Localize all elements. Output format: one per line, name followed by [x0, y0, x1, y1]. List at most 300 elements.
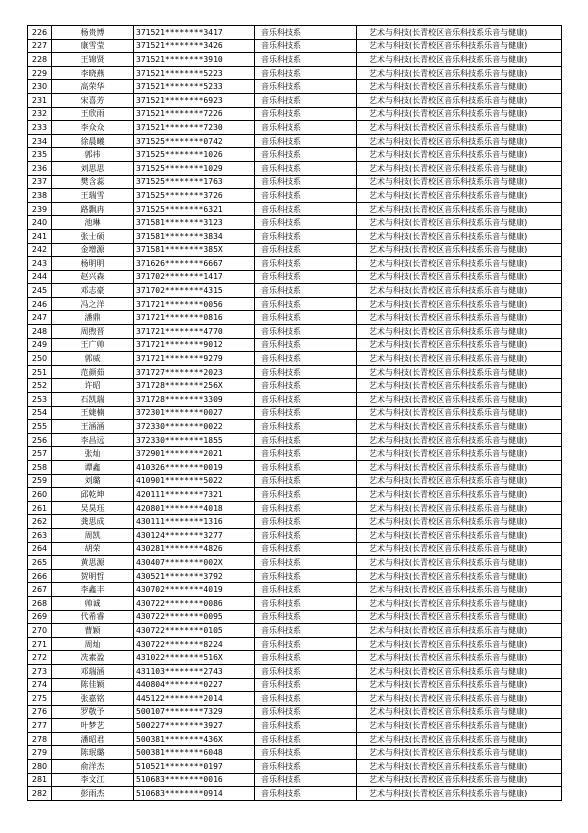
- program-direction-cell: 艺术与科技(长青校区音乐科技系乐音与健康): [357, 148, 562, 162]
- id-number-cell: 371728********3309: [134, 393, 255, 407]
- student-name-cell: 邓志豪: [52, 284, 134, 298]
- row-number-cell: 229: [28, 66, 52, 80]
- student-name-cell: 谭鑫: [52, 461, 134, 475]
- table-row: [28, 664, 562, 678]
- table-row: [28, 175, 562, 189]
- table-row: [28, 773, 562, 787]
- program-direction-cell: 艺术与科技(长青校区音乐科技系乐音与健康): [357, 121, 562, 135]
- id-number-cell: 371521********6923: [134, 93, 255, 107]
- department-cell: 音乐科技系: [255, 297, 357, 311]
- program-direction-cell: 艺术与科技(长青校区音乐科技系乐音与健康): [357, 311, 562, 325]
- student-name-cell: 李众众: [52, 121, 134, 135]
- student-name-cell: 冯之洋: [52, 297, 134, 311]
- student-name-cell: 周煦晋: [52, 325, 134, 339]
- row-number-cell: 235: [28, 148, 52, 162]
- student-name-cell: 彭雨杰: [52, 787, 134, 801]
- student-name-cell: 范颜茹: [52, 365, 134, 379]
- student-name-cell: 张嘉铭: [52, 692, 134, 706]
- id-number-cell: 510521********0197: [134, 760, 255, 774]
- row-number-cell: 254: [28, 406, 52, 420]
- row-number-cell: 277: [28, 719, 52, 733]
- student-name-cell: 李文江: [52, 773, 134, 787]
- row-number-cell: 244: [28, 270, 52, 284]
- row-number-cell: 255: [28, 420, 52, 434]
- program-direction-cell: 艺术与科技(长青校区音乐科技系乐音与健康): [357, 528, 562, 542]
- student-name-cell: 许昭: [52, 379, 134, 393]
- id-number-cell: 371521********3910: [134, 53, 255, 67]
- table-row: [28, 325, 562, 339]
- department-cell: 音乐科技系: [255, 338, 357, 352]
- program-direction-cell: 艺术与科技(长青校区音乐科技系乐音与健康): [357, 202, 562, 216]
- id-number-cell: 430702********4019: [134, 583, 255, 597]
- id-number-cell: 500381********6048: [134, 746, 255, 760]
- program-direction-cell: 艺术与科技(长青校区音乐科技系乐音与健康): [357, 53, 562, 67]
- id-number-cell: 430124********3277: [134, 528, 255, 542]
- table-row: [28, 705, 562, 719]
- student-name-cell: 路飘冉: [52, 202, 134, 216]
- row-number-cell: 269: [28, 610, 52, 624]
- student-name-cell: 潘鼎: [52, 311, 134, 325]
- table-row: [28, 787, 562, 801]
- id-number-cell: 420801********4018: [134, 501, 255, 515]
- program-direction-cell: 艺术与科技(长青校区音乐科技系乐音与健康): [357, 732, 562, 746]
- program-direction-cell: 艺术与科技(长青校区音乐科技系乐音与健康): [357, 501, 562, 515]
- id-number-cell: 430722********8224: [134, 637, 255, 651]
- program-direction-cell: 艺术与科技(长青校区音乐科技系乐音与健康): [357, 80, 562, 94]
- department-cell: 音乐科技系: [255, 148, 357, 162]
- table-row: [28, 488, 562, 502]
- student-name-cell: 郭祎: [52, 148, 134, 162]
- id-number-cell: 371581********3834: [134, 229, 255, 243]
- id-number-cell: 420111********7321: [134, 488, 255, 502]
- id-number-cell: 372330********0022: [134, 420, 255, 434]
- department-cell: 音乐科技系: [255, 107, 357, 121]
- id-number-cell: 371581********385X: [134, 243, 255, 257]
- department-cell: 音乐科技系: [255, 161, 357, 175]
- program-direction-cell: 艺术与科技(长青校区音乐科技系乐音与健康): [357, 26, 562, 40]
- row-number-cell: 272: [28, 651, 52, 665]
- id-number-cell: 371525********1763: [134, 175, 255, 189]
- table-row: [28, 474, 562, 488]
- program-direction-cell: 艺术与科技(长青校区音乐科技系乐音与健康): [357, 257, 562, 271]
- department-cell: 音乐科技系: [255, 270, 357, 284]
- department-cell: 音乐科技系: [255, 515, 357, 529]
- student-name-cell: 宋喜芳: [52, 93, 134, 107]
- program-direction-cell: 艺术与科技(长青校区音乐科技系乐音与健康): [357, 692, 562, 706]
- row-number-cell: 243: [28, 257, 52, 271]
- row-number-cell: 259: [28, 474, 52, 488]
- student-name-cell: 樊含蕊: [52, 175, 134, 189]
- id-number-cell: 371525********1026: [134, 148, 255, 162]
- department-cell: 音乐科技系: [255, 365, 357, 379]
- department-cell: 音乐科技系: [255, 53, 357, 67]
- student-name-cell: 龚思成: [52, 515, 134, 529]
- program-direction-cell: 艺术与科技(长青校区音乐科技系乐音与健康): [357, 243, 562, 257]
- student-name-cell: 黄思源: [52, 556, 134, 570]
- row-number-cell: 264: [28, 542, 52, 556]
- table-row: [28, 678, 562, 692]
- program-direction-cell: 艺术与科技(长青校区音乐科技系乐音与健康): [357, 175, 562, 189]
- department-cell: 音乐科技系: [255, 66, 357, 80]
- row-number-cell: 246: [28, 297, 52, 311]
- program-direction-cell: 艺术与科技(长青校区音乐科技系乐音与健康): [357, 678, 562, 692]
- row-number-cell: 237: [28, 175, 52, 189]
- table-row: [28, 528, 562, 542]
- program-direction-cell: 艺术与科技(长青校区音乐科技系乐音与健康): [357, 229, 562, 243]
- department-cell: 音乐科技系: [255, 325, 357, 339]
- row-number-cell: 276: [28, 705, 52, 719]
- student-name-cell: 郭威: [52, 352, 134, 366]
- department-cell: 音乐科技系: [255, 746, 357, 760]
- id-number-cell: 371525********3726: [134, 189, 255, 203]
- student-name-cell: 王锦贤: [52, 53, 134, 67]
- table-row: [28, 515, 562, 529]
- student-name-cell: 刘思思: [52, 161, 134, 175]
- id-number-cell: 371721********0816: [134, 311, 255, 325]
- row-number-cell: 239: [28, 202, 52, 216]
- department-cell: 音乐科技系: [255, 121, 357, 135]
- table-body: [28, 26, 562, 801]
- program-direction-cell: 艺术与科技(长青校区音乐科技系乐音与健康): [357, 338, 562, 352]
- id-number-cell: 371721********4770: [134, 325, 255, 339]
- program-direction-cell: 艺术与科技(长青校区音乐科技系乐音与健康): [357, 379, 562, 393]
- table-row: [28, 365, 562, 379]
- program-direction-cell: 艺术与科技(长青校区音乐科技系乐音与健康): [357, 474, 562, 488]
- program-direction-cell: 艺术与科技(长青校区音乐科技系乐音与健康): [357, 705, 562, 719]
- student-name-cell: 代希睿: [52, 610, 134, 624]
- student-name-cell: 吴昊珏: [52, 501, 134, 515]
- program-direction-cell: 艺术与科技(长青校区音乐科技系乐音与健康): [357, 651, 562, 665]
- row-number-cell: 236: [28, 161, 52, 175]
- id-number-cell: 430521********3792: [134, 569, 255, 583]
- row-number-cell: 234: [28, 134, 52, 148]
- student-name-cell: 王涵涵: [52, 420, 134, 434]
- program-direction-cell: 艺术与科技(长青校区音乐科技系乐音与健康): [357, 596, 562, 610]
- department-cell: 音乐科技系: [255, 569, 357, 583]
- id-number-cell: 371521********5233: [134, 80, 255, 94]
- department-cell: 音乐科技系: [255, 501, 357, 515]
- id-number-cell: 371521********3426: [134, 39, 255, 53]
- program-direction-cell: 艺术与科技(长青校区音乐科技系乐音与健康): [357, 365, 562, 379]
- department-cell: 音乐科技系: [255, 406, 357, 420]
- student-name-cell: 俞洋杰: [52, 760, 134, 774]
- program-direction-cell: 艺术与科技(长青校区音乐科技系乐音与健康): [357, 134, 562, 148]
- department-cell: 音乐科技系: [255, 379, 357, 393]
- department-cell: 音乐科技系: [255, 705, 357, 719]
- program-direction-cell: 艺术与科技(长青校区音乐科技系乐音与健康): [357, 583, 562, 597]
- table-row: [28, 93, 562, 107]
- table-row: [28, 556, 562, 570]
- row-number-cell: 247: [28, 311, 52, 325]
- department-cell: 音乐科技系: [255, 692, 357, 706]
- student-name-cell: 王欣雨: [52, 107, 134, 121]
- department-cell: 音乐科技系: [255, 352, 357, 366]
- id-number-cell: 371702********4315: [134, 284, 255, 298]
- program-direction-cell: 艺术与科技(长青校区音乐科技系乐音与健康): [357, 542, 562, 556]
- department-cell: 音乐科技系: [255, 461, 357, 475]
- program-direction-cell: 艺术与科技(长青校区音乐科技系乐音与健康): [357, 447, 562, 461]
- program-direction-cell: 艺术与科技(长青校区音乐科技系乐音与健康): [357, 107, 562, 121]
- student-name-cell: 张灿: [52, 447, 134, 461]
- program-direction-cell: 艺术与科技(长青校区音乐科技系乐音与健康): [357, 216, 562, 230]
- row-number-cell: 270: [28, 624, 52, 638]
- department-cell: 音乐科技系: [255, 202, 357, 216]
- student-name-cell: 曹颖: [52, 624, 134, 638]
- row-number-cell: 248: [28, 325, 52, 339]
- program-direction-cell: 艺术与科技(长青校区音乐科技系乐音与健康): [357, 461, 562, 475]
- department-cell: 音乐科技系: [255, 637, 357, 651]
- program-direction-cell: 艺术与科技(长青校区音乐科技系乐音与健康): [357, 488, 562, 502]
- row-number-cell: 275: [28, 692, 52, 706]
- program-direction-cell: 艺术与科技(长青校区音乐科技系乐音与健康): [357, 719, 562, 733]
- id-number-cell: 372301********0027: [134, 406, 255, 420]
- table-row: [28, 202, 562, 216]
- id-number-cell: 371525********6321: [134, 202, 255, 216]
- student-name-cell: 王广帅: [52, 338, 134, 352]
- id-number-cell: 371521********7226: [134, 107, 255, 121]
- table-row: [28, 393, 562, 407]
- table-row: [28, 596, 562, 610]
- admission-list-table: [27, 25, 562, 801]
- row-number-cell: 227: [28, 39, 52, 53]
- row-number-cell: 257: [28, 447, 52, 461]
- department-cell: 音乐科技系: [255, 229, 357, 243]
- department-cell: 音乐科技系: [255, 393, 357, 407]
- table-row: [28, 297, 562, 311]
- department-cell: 音乐科技系: [255, 678, 357, 692]
- program-direction-cell: 艺术与科技(长青校区音乐科技系乐音与健康): [357, 406, 562, 420]
- id-number-cell: 371721********9279: [134, 352, 255, 366]
- id-number-cell: 371525********1029: [134, 161, 255, 175]
- student-name-cell: 胡荣: [52, 542, 134, 556]
- department-cell: 音乐科技系: [255, 216, 357, 230]
- table-row: [28, 80, 562, 94]
- student-name-cell: 池琳: [52, 216, 134, 230]
- table-row: [28, 760, 562, 774]
- id-number-cell: 431103********2743: [134, 664, 255, 678]
- id-number-cell: 410901********5022: [134, 474, 255, 488]
- department-cell: 音乐科技系: [255, 311, 357, 325]
- table-row: [28, 610, 562, 624]
- student-name-cell: 高荣华: [52, 80, 134, 94]
- table-row: [28, 420, 562, 434]
- table-row: [28, 447, 562, 461]
- id-number-cell: 371727********2023: [134, 365, 255, 379]
- table-row: [28, 583, 562, 597]
- table-row: [28, 26, 562, 40]
- program-direction-cell: 艺术与科技(长青校区音乐科技系乐音与健康): [357, 569, 562, 583]
- department-cell: 音乐科技系: [255, 39, 357, 53]
- student-name-cell: 金增源: [52, 243, 134, 257]
- id-number-cell: 440804********0227: [134, 678, 255, 692]
- table-row: [28, 107, 562, 121]
- student-name-cell: 张士硕: [52, 229, 134, 243]
- program-direction-cell: 艺术与科技(长青校区音乐科技系乐音与健康): [357, 556, 562, 570]
- program-direction-cell: 艺术与科技(长青校区音乐科技系乐音与健康): [357, 760, 562, 774]
- department-cell: 音乐科技系: [255, 93, 357, 107]
- row-number-cell: 261: [28, 501, 52, 515]
- row-number-cell: 282: [28, 787, 52, 801]
- row-number-cell: 238: [28, 189, 52, 203]
- id-number-cell: 500381********436X: [134, 732, 255, 746]
- student-name-cell: 赵兴森: [52, 270, 134, 284]
- student-name-cell: 陈珉璐: [52, 746, 134, 760]
- program-direction-cell: 艺术与科技(长青校区音乐科技系乐音与健康): [357, 189, 562, 203]
- id-number-cell: 371721********9012: [134, 338, 255, 352]
- department-cell: 音乐科技系: [255, 732, 357, 746]
- program-direction-cell: 艺术与科技(长青校区音乐科技系乐音与健康): [357, 161, 562, 175]
- student-name-cell: 杨贵博: [52, 26, 134, 40]
- row-number-cell: 256: [28, 433, 52, 447]
- row-number-cell: 250: [28, 352, 52, 366]
- id-number-cell: 372901********2021: [134, 447, 255, 461]
- row-number-cell: 271: [28, 637, 52, 651]
- program-direction-cell: 艺术与科技(长青校区音乐科技系乐音与健康): [357, 393, 562, 407]
- id-number-cell: 410326********0019: [134, 461, 255, 475]
- id-number-cell: 371702********1417: [134, 270, 255, 284]
- id-number-cell: 371721********0056: [134, 297, 255, 311]
- id-number-cell: 431022********516X: [134, 651, 255, 665]
- row-number-cell: 228: [28, 53, 52, 67]
- table-row: [28, 746, 562, 760]
- row-number-cell: 241: [28, 229, 52, 243]
- table-row: [28, 270, 562, 284]
- row-number-cell: 266: [28, 569, 52, 583]
- student-name-cell: 贺明哲: [52, 569, 134, 583]
- row-number-cell: 267: [28, 583, 52, 597]
- row-number-cell: 249: [28, 338, 52, 352]
- student-name-cell: 周灿: [52, 637, 134, 651]
- department-cell: 音乐科技系: [255, 624, 357, 638]
- table-row: [28, 216, 562, 230]
- department-cell: 音乐科技系: [255, 257, 357, 271]
- id-number-cell: 371626********6667: [134, 257, 255, 271]
- program-direction-cell: 艺术与科技(长青校区音乐科技系乐音与健康): [357, 325, 562, 339]
- id-number-cell: 500107********7329: [134, 705, 255, 719]
- student-name-cell: 周凯: [52, 528, 134, 542]
- row-number-cell: 265: [28, 556, 52, 570]
- student-name-cell: 李昌远: [52, 433, 134, 447]
- program-direction-cell: 艺术与科技(长青校区音乐科技系乐音与健康): [357, 284, 562, 298]
- department-cell: 音乐科技系: [255, 760, 357, 774]
- department-cell: 音乐科技系: [255, 719, 357, 733]
- department-cell: 音乐科技系: [255, 773, 357, 787]
- row-number-cell: 258: [28, 461, 52, 475]
- row-number-cell: 231: [28, 93, 52, 107]
- row-number-cell: 242: [28, 243, 52, 257]
- table-row: [28, 569, 562, 583]
- program-direction-cell: 艺术与科技(长青校区音乐科技系乐音与健康): [357, 420, 562, 434]
- program-direction-cell: 艺术与科技(长青校区音乐科技系乐音与健康): [357, 746, 562, 760]
- table-row: [28, 542, 562, 556]
- row-number-cell: 251: [28, 365, 52, 379]
- student-name-cell: 石凯瑞: [52, 393, 134, 407]
- department-cell: 音乐科技系: [255, 651, 357, 665]
- id-number-cell: 510683********0914: [134, 787, 255, 801]
- student-name-cell: 罗敬予: [52, 705, 134, 719]
- row-number-cell: 281: [28, 773, 52, 787]
- program-direction-cell: 艺术与科技(长青校区音乐科技系乐音与健康): [357, 664, 562, 678]
- department-cell: 音乐科技系: [255, 787, 357, 801]
- program-direction-cell: 艺术与科技(长青校区音乐科技系乐音与健康): [357, 610, 562, 624]
- department-cell: 音乐科技系: [255, 664, 357, 678]
- row-number-cell: 279: [28, 746, 52, 760]
- department-cell: 音乐科技系: [255, 80, 357, 94]
- row-number-cell: 232: [28, 107, 52, 121]
- table-row: [28, 719, 562, 733]
- department-cell: 音乐科技系: [255, 596, 357, 610]
- student-name-cell: 帅诚: [52, 596, 134, 610]
- id-number-cell: 371521********3417: [134, 26, 255, 40]
- department-cell: 音乐科技系: [255, 433, 357, 447]
- student-name-cell: 王瑞雪: [52, 189, 134, 203]
- department-cell: 音乐科技系: [255, 175, 357, 189]
- table-row: [28, 311, 562, 325]
- department-cell: 音乐科技系: [255, 447, 357, 461]
- student-name-cell: 冼素盈: [52, 651, 134, 665]
- table-row: [28, 243, 562, 257]
- id-number-cell: 430722********0105: [134, 624, 255, 638]
- table-row: [28, 66, 562, 80]
- department-cell: 音乐科技系: [255, 189, 357, 203]
- row-number-cell: 273: [28, 664, 52, 678]
- table-row: [28, 284, 562, 298]
- department-cell: 音乐科技系: [255, 284, 357, 298]
- table-row: [28, 637, 562, 651]
- program-direction-cell: 艺术与科技(长青校区音乐科技系乐音与健康): [357, 637, 562, 651]
- student-name-cell: 邱乾坤: [52, 488, 134, 502]
- program-direction-cell: 艺术与科技(长青校区音乐科技系乐音与健康): [357, 66, 562, 80]
- program-direction-cell: 艺术与科技(长青校区音乐科技系乐音与健康): [357, 624, 562, 638]
- row-number-cell: 280: [28, 760, 52, 774]
- program-direction-cell: 艺术与科技(长青校区音乐科技系乐音与健康): [357, 433, 562, 447]
- id-number-cell: 372330********1855: [134, 433, 255, 447]
- program-direction-cell: 艺术与科技(长青校区音乐科技系乐音与健康): [357, 270, 562, 284]
- id-number-cell: 430407********002X: [134, 556, 255, 570]
- table-row: [28, 338, 562, 352]
- table-row: [28, 257, 562, 271]
- department-cell: 音乐科技系: [255, 474, 357, 488]
- id-number-cell: 371525********0742: [134, 134, 255, 148]
- table-row: [28, 189, 562, 203]
- program-direction-cell: 艺术与科技(长青校区音乐科技系乐音与健康): [357, 773, 562, 787]
- table-row: [28, 651, 562, 665]
- department-cell: 音乐科技系: [255, 542, 357, 556]
- id-number-cell: 445122********2014: [134, 692, 255, 706]
- student-name-cell: 王婕楠: [52, 406, 134, 420]
- table-row: [28, 406, 562, 420]
- department-cell: 音乐科技系: [255, 26, 357, 40]
- row-number-cell: 274: [28, 678, 52, 692]
- id-number-cell: 510683********0016: [134, 773, 255, 787]
- table-row: [28, 433, 562, 447]
- student-name-cell: 李晓燕: [52, 66, 134, 80]
- program-direction-cell: 艺术与科技(长青校区音乐科技系乐音与健康): [357, 515, 562, 529]
- table-row: [28, 39, 562, 53]
- student-name-cell: 邓瑞涵: [52, 664, 134, 678]
- row-number-cell: 240: [28, 216, 52, 230]
- id-number-cell: 430111********1316: [134, 515, 255, 529]
- row-number-cell: 260: [28, 488, 52, 502]
- program-direction-cell: 艺术与科技(长青校区音乐科技系乐音与健康): [357, 297, 562, 311]
- table-row: [28, 148, 562, 162]
- department-cell: 音乐科技系: [255, 488, 357, 502]
- id-number-cell: 371728********256X: [134, 379, 255, 393]
- table-row: [28, 161, 562, 175]
- row-number-cell: 278: [28, 732, 52, 746]
- row-number-cell: 263: [28, 528, 52, 542]
- table-row: [28, 692, 562, 706]
